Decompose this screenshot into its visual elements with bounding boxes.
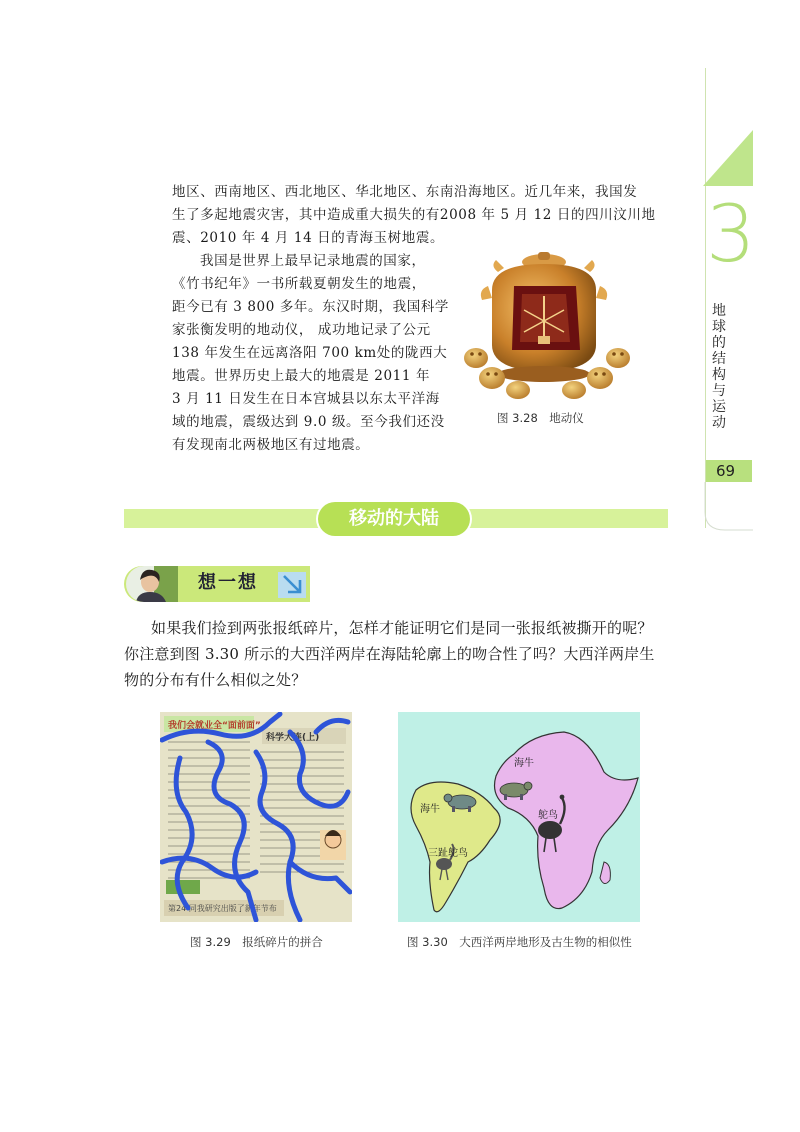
think-box-title: 想一想 bbox=[198, 572, 258, 593]
arrow-down-right-icon bbox=[278, 572, 306, 598]
label-ostrich: 鸵鸟 bbox=[538, 810, 558, 821]
history-line: 距今已有 3 800 多年。东汉时期，我国科学 bbox=[172, 299, 450, 315]
figure-3-30-caption: 图 3.30 大西洋两岸地形及古生物的相似性 bbox=[407, 935, 632, 949]
figure-3-28-caption: 图 3.28 地动仪 bbox=[497, 411, 584, 425]
student-photo-icon bbox=[126, 566, 178, 602]
label-three-toed-ostrich: 三趾鸵鸟 bbox=[428, 848, 468, 859]
history-line: 有发现南北两极地区有过地震。 bbox=[172, 437, 370, 453]
intro-line: 地区、西南地区、西北地区、华北地区、东南沿海地区。近几年来，我国发 bbox=[172, 184, 638, 200]
newspaper-headline-right: 科学大连(上) bbox=[266, 733, 320, 743]
history-line: 《竹书纪年》一书所载夏朝发生的地震， bbox=[172, 276, 426, 292]
chapter-title: 地球的结构与运动 bbox=[712, 303, 726, 431]
chapter-corner-triangle bbox=[703, 130, 753, 186]
history-paragraph bbox=[172, 250, 472, 457]
history-line: 家张衡发明的地动仪， 成功地记录了公元 bbox=[172, 322, 431, 338]
intro-paragraph bbox=[172, 181, 692, 250]
atlantic-coastlines-map bbox=[398, 712, 640, 922]
figure-3-29-caption: 图 3.29 报纸碎片的拼合 bbox=[190, 935, 323, 949]
question-line: 如果我们捡到两张报纸碎片，怎样才能证明它们是同一张报纸被撕开的呢？ bbox=[151, 619, 653, 637]
question-line: 你注意到图 3.30 所示的大西洋两岸在海陆轮廓上的吻合性了吗？大西洋两岸生 bbox=[124, 645, 655, 663]
history-line: 地震。世界历史上最大的地震是 2011 年 bbox=[172, 368, 431, 384]
seismograph-illustration bbox=[462, 250, 632, 400]
newspaper-fragments-image bbox=[160, 712, 352, 922]
history-line: 3 月 11 日发生在日本宫城县以东太平洋海 bbox=[172, 391, 440, 407]
history-line: 138 年发生在远离洛阳 700 km处的陇西大 bbox=[172, 345, 448, 361]
page-number: 69 bbox=[716, 462, 736, 480]
section-title: 移动的大陆 bbox=[349, 508, 439, 529]
history-line: 我国是世界上最早记录地震的国家， bbox=[200, 253, 426, 269]
question-paragraph bbox=[124, 615, 684, 693]
chapter-number: 3 bbox=[706, 190, 756, 280]
label-sea-cow-america: 海牛 bbox=[420, 804, 440, 815]
intro-line: 生了多起地震灾害，其中造成重大损失的有2008 年 5 月 12 日的四川汶川地 bbox=[172, 207, 656, 223]
newspaper-banner-bottom: 第24 同我研究出版了新年节布 bbox=[168, 904, 277, 913]
label-sea-cow-africa: 海牛 bbox=[514, 758, 534, 769]
history-line: 域的地震，震级达到 9.0 级。至今我们还没 bbox=[172, 414, 445, 430]
newspaper-headline-left: 我们会就业全“面前面” bbox=[168, 721, 261, 731]
question-line: 物的分布有什么相似之处？ bbox=[124, 671, 307, 689]
page-corner-curl bbox=[703, 482, 753, 532]
intro-line: 震、2010 年 4 月 14 日的青海玉树地震。 bbox=[172, 230, 445, 246]
